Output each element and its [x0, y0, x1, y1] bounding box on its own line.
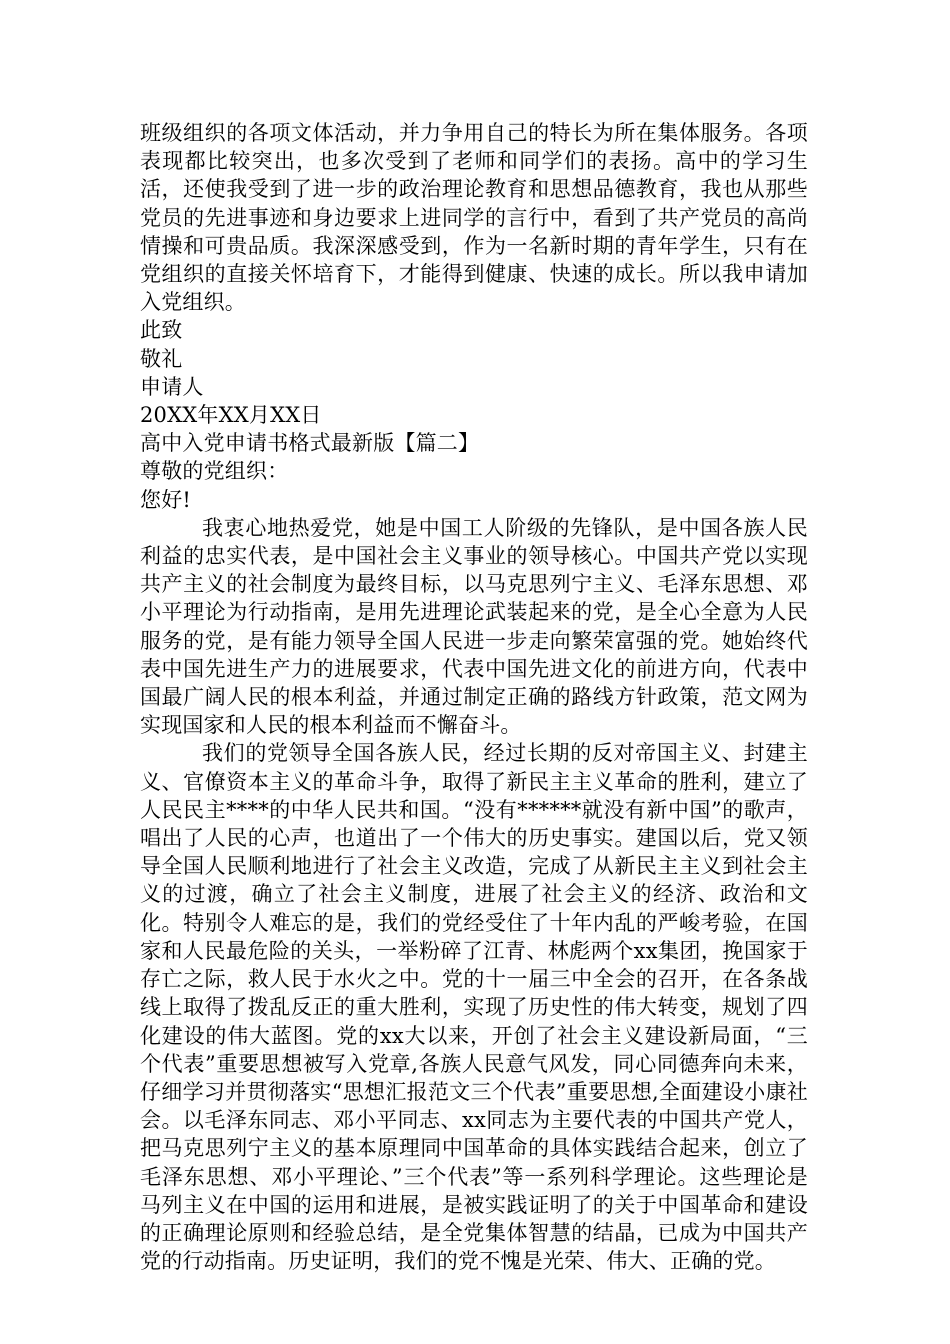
applicant-label: 申请人 — [140, 374, 204, 399]
document-body — [140, 119, 808, 1275]
closing-salutation: 此致 — [140, 318, 183, 343]
section-heading: 高中入党申请书格式最新版【篇二】 — [140, 431, 480, 456]
letter-recipient: 尊敬的党组织： — [140, 459, 289, 484]
paragraph-continuation: 班级组织的各项文体活动，并力争用自己的特长为所在集体服务。各项表现都比较突出，也多次受到了老师和同学们的表扬。高中的学习生活，还使我受到了进一步的政治理论教育和思想品德教育，我也从那些党员的先进事迹和身边要求上进同学的言行中，看到了共产党员的高尚情操和可贵品质。我深深感受到，作为一名新时期的青年学生，只有在党组织的直接关怀培育下，才能得到健康、快速的成长。所以我申请加入党组织。 — [140, 121, 808, 315]
paragraph-party-history: 我们的党领导全国各族人民，经过长期的反对帝国主义、封建主义、官僚资本主义的革命斗争，取得了新民主主义革命的胜利，建立了人民民主****的中华人民共和国。“没有******就没有新中国”的歌声，唱出了人民的心声，也道出了一个伟大的历史事实。建国以后，党又领导全国人民顺利地进行了社会主义改造，完成了从新民主主义到社会主义的过渡，确立了社会主义制度，进展了社会主义的经济、政治和文化。特别令人难忘的是，我们的党经受住了十年内乱的严峻考验，在国家和人民最危险的关头，一举粉碎了江青、林彪两个xx集团，挽国家于存亡之际，救人民于水火之中。党的十一届三中全会的召开，在各条战线上取得了拨乱反正的重大胜利，实现了历史性的伟大转变，规划了四化建设的伟大蓝图。党的xx大以来，开创了社会主义建设新局面，“三个代表”重要思想被写入党章,各族人民意气风发，同心同德奔向未来，仔细学习并贯彻落实“思想汇报范文三个代表”重要思想,全面建设小康社会。以毛泽东同志、邓小平同志、xx同志为主要代表的中国共产党人，把马克思列宁主义的基本原理同中国革命的具体实践结合起来，创立了毛泽东思想、邓小平理论、”三个代表”等一系列科学理论。这些理论是马列主义在中国的运用和进展，是被实践证明了的关于中国革命和建设的正确理论原则和经验总结，是全党集体智慧的结晶，已成为中国共产党的行动指南。历史证明，我们的党不愧是光荣、伟大、正确的党。 — [140, 741, 808, 1274]
paragraph-love-for-party: 我衷心地热爱党，她是中国工人阶级的先锋队，是中国各族人民利益的忠实代表，是中国社会主义事业的领导核心。中国共产党以实现共产主义的社会制度为最终目标，以马克思列宁主义、毛泽东思想、邓小平理论为行动指南，是用先进理论武装起来的党，是全心全意为人民服务的党，是有能力领导全国人民进一步走向繁荣富强的党。她始终代表中国先进生产力的进展要求，代表中国先进文化的前进方向，代表中国最广阔人民的根本利益，并通过制定正确的路线方针政策，范文网为实现国家和人民的根本利益而不懈奋斗。 — [140, 515, 808, 738]
letter-greeting: 您好! — [140, 487, 192, 512]
closing-regards: 敬礼 — [140, 346, 183, 371]
application-date: 20XX年XX月XX日 — [140, 403, 322, 428]
